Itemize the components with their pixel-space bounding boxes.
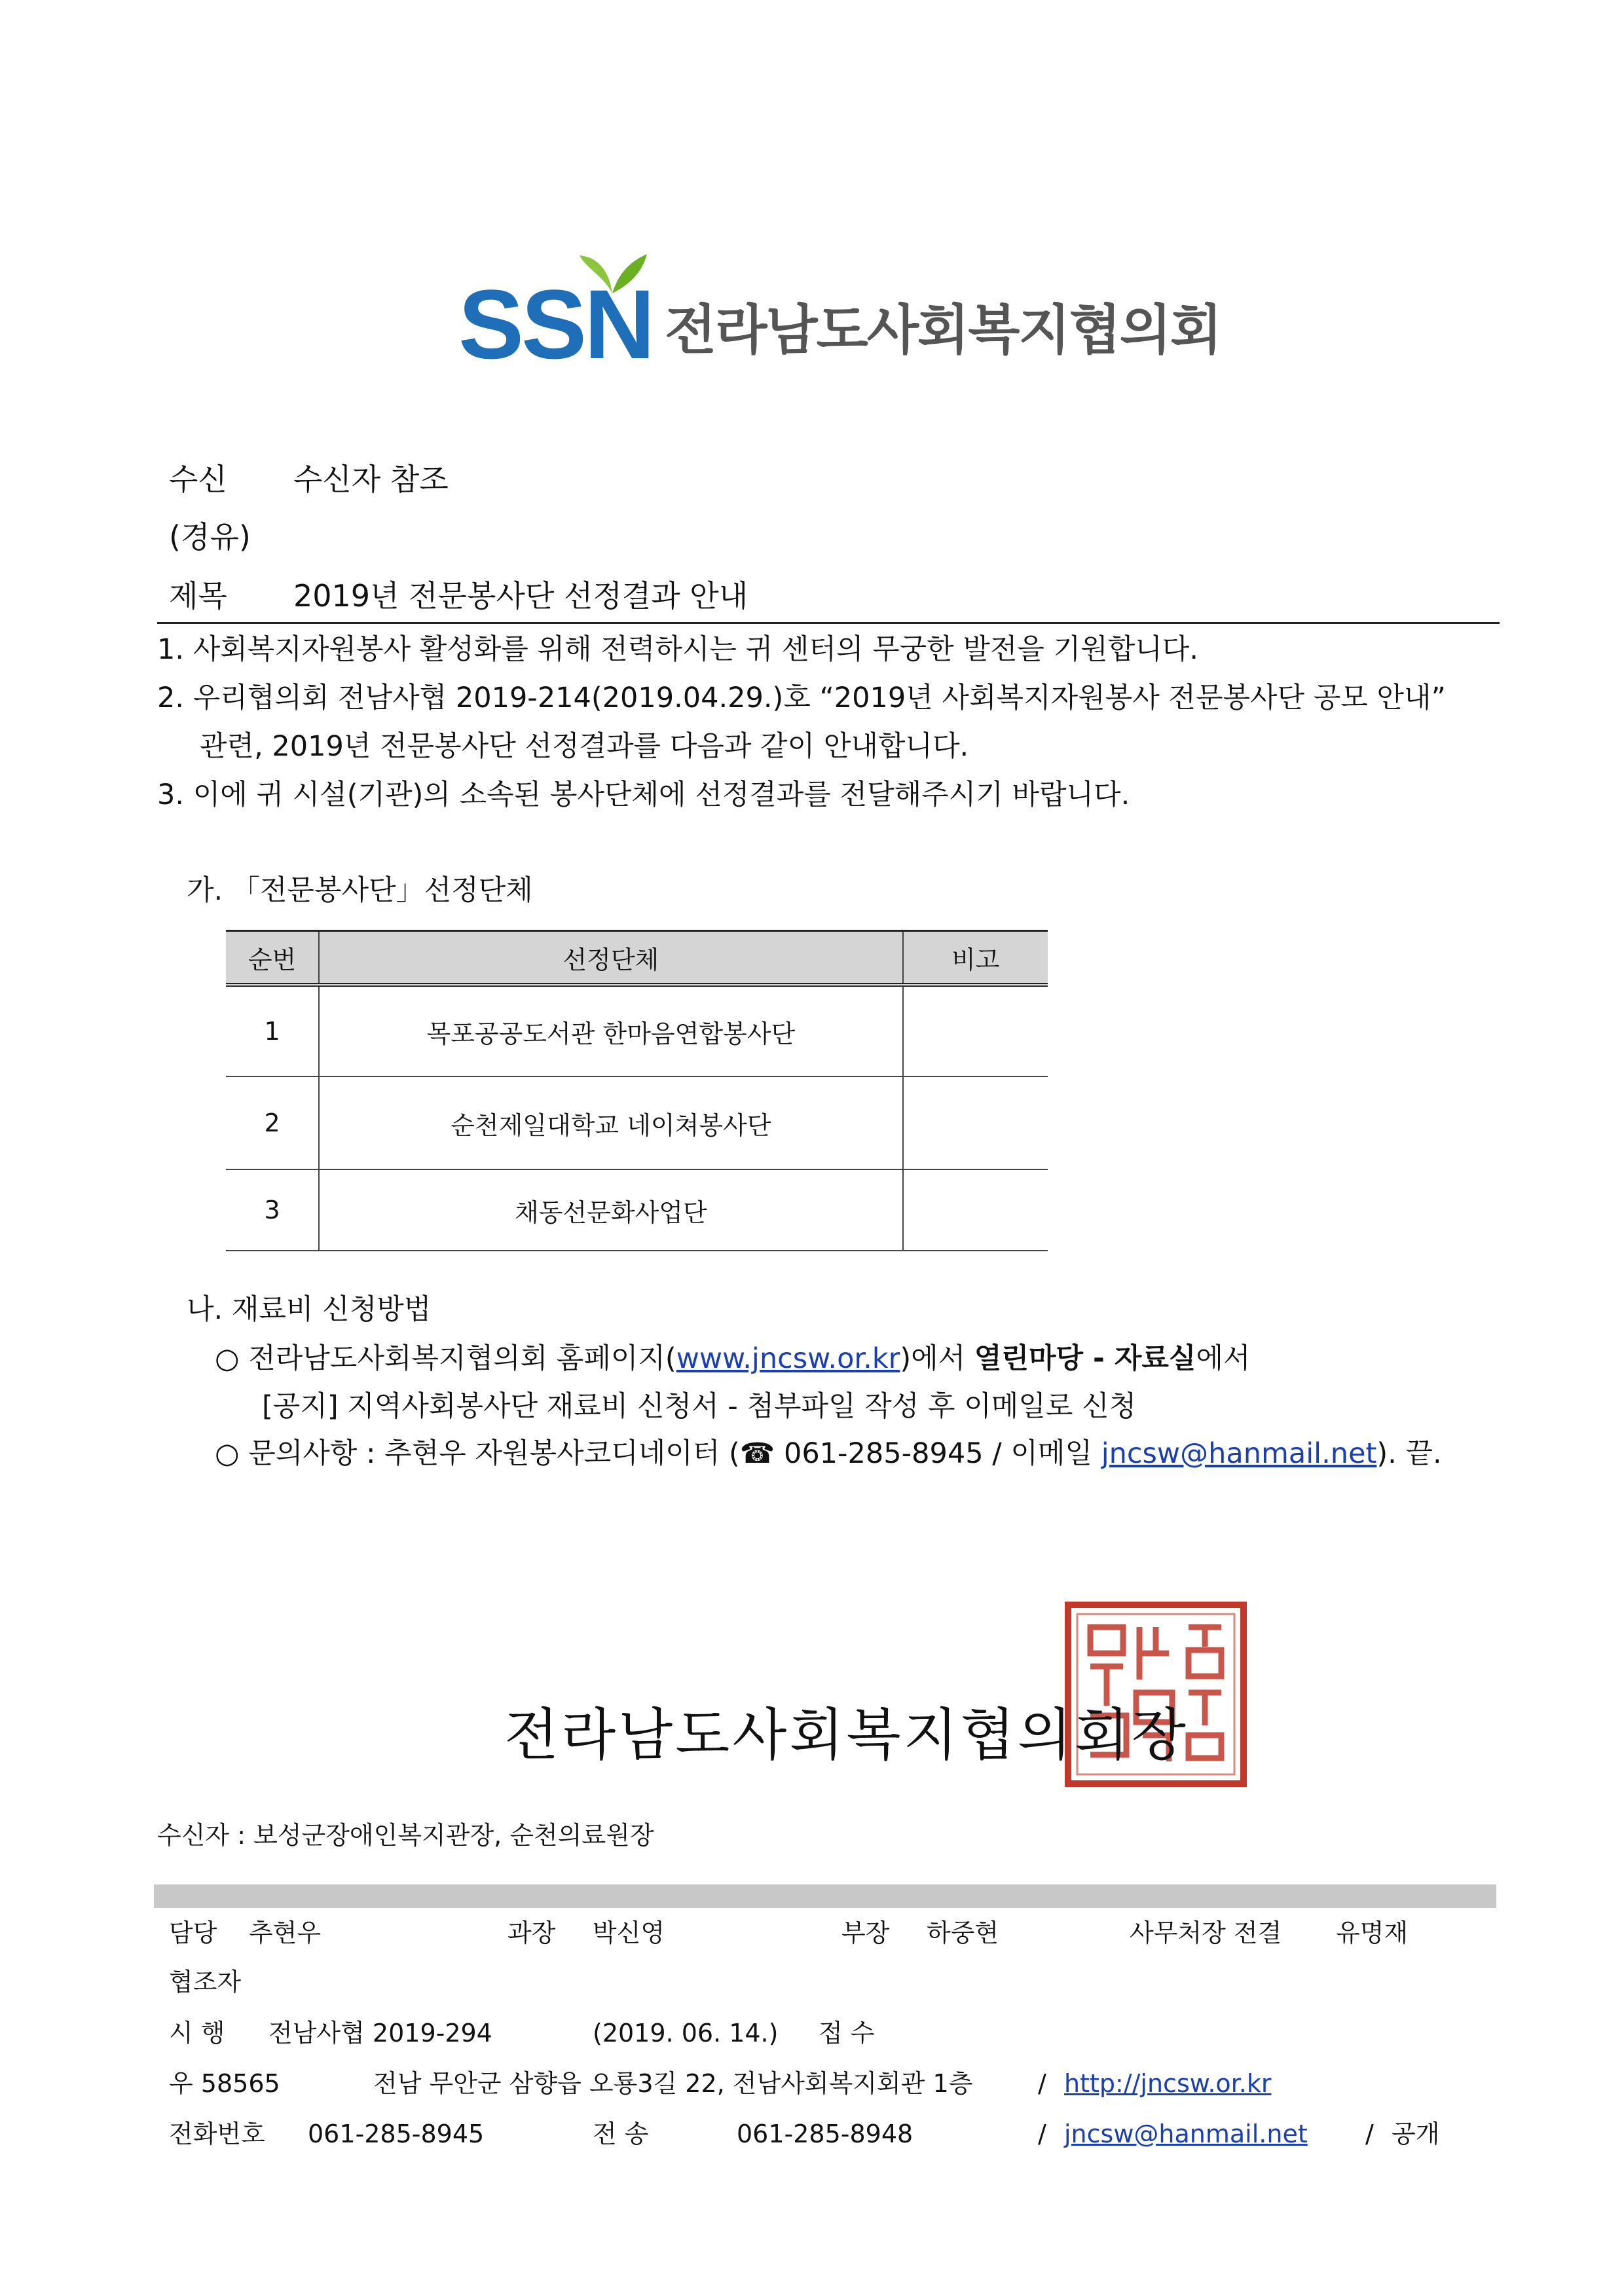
dept-label: 부장 <box>841 1919 890 1947</box>
staff-name: 추현우 <box>249 1919 322 1947</box>
address: 전남 무안군 삼향읍 오룡3길 22, 전남사회복지회관 1층 <box>373 2069 973 2098</box>
row-note <box>903 1076 1048 1169</box>
footer-website-link[interactable]: http://jncsw.or.kr <box>1064 2069 1272 2098</box>
ssn-logo-text: SSN <box>458 269 653 379</box>
manager-name: 박신영 <box>593 1919 665 1947</box>
fax-number: 061-285-8948 <box>737 2120 913 2148</box>
row-name: 순천제일대학교 네이쳐봉사단 <box>319 1076 903 1169</box>
recipient-label: 수신 <box>169 462 227 497</box>
exec-value: 전남사협 2019-294 <box>268 2019 492 2047</box>
paragraph-2b: 관련, 2019년 전문봉사단 선정결과를 다음과 같이 안내합니다. <box>200 730 969 763</box>
receive-label: 접 수 <box>819 2019 875 2047</box>
slash: / <box>1038 2120 1046 2148</box>
table-header-row <box>226 931 1048 985</box>
fax-label: 전 송 <box>593 2120 649 2148</box>
dept-name: 하중현 <box>927 1919 999 1947</box>
contact-text-pre: ○ 문의사항 : 추현우 자원봉사코디네이터 (☎ 061-285-8945 / 이메일 <box>215 1437 1101 1470</box>
recipient-value: 수신자 참조 <box>293 462 449 497</box>
row-note <box>903 1169 1048 1251</box>
selection-table <box>226 930 1048 1251</box>
apply-bullet-1-line2: [공지] 지역사회봉사단 재료비 신청서 - 첨부파일 작성 후 이메일로 신청 <box>262 1390 1137 1423</box>
apply-bullet-2 <box>215 1434 1442 1473</box>
subject-label: 제목 <box>169 578 227 614</box>
manager-label: 과장 <box>507 1919 556 1947</box>
table-row <box>226 985 1048 1076</box>
via-label: (경유) <box>169 519 251 555</box>
public-label: 공개 <box>1392 2120 1440 2148</box>
row-no: 2 <box>226 1076 319 1169</box>
row-no: 1 <box>226 985 319 1076</box>
footer-email-link[interactable]: jncsw@hanmail.net <box>1064 2120 1308 2148</box>
recipients-list: 수신자 : 보성군장애인복지관장, 순천의료원장 <box>157 1821 654 1850</box>
staff-label: 담당 <box>169 1919 217 1947</box>
exec-date: (2019. 06. 14.) <box>593 2019 779 2047</box>
paragraph-3: 3. 이에 귀 시설(기관)의 소속된 봉사단체에 선정결과를 전달해주시기 바랍니다. <box>157 779 1130 811</box>
section-b-title: 나. 재료비 신청방법 <box>187 1293 432 1326</box>
chief-label: 사무처장 전결 <box>1130 1919 1282 1947</box>
section-a-title: 가. 「전문봉사단」선정단체 <box>187 874 533 907</box>
col-header-name: 선정단체 <box>319 931 903 985</box>
col-header-note: 비고 <box>903 931 1048 985</box>
phone-label: 전화번호 <box>169 2120 265 2148</box>
paragraph-2a: 2. 우리협의회 전남사협 2019-214(2019.04.29.)호 “2019년 사회복지자원봉사 전문봉사단 공모 안내” <box>157 682 1446 714</box>
contact-email-link[interactable]: jncsw@hanmail.net <box>1101 1437 1377 1470</box>
org-name-logo: 전라남도사회복지협의회 <box>665 299 1221 361</box>
header-divider <box>157 622 1500 624</box>
chief-name: 유명재 <box>1336 1919 1409 1947</box>
apply-bullet-1 <box>215 1339 1251 1378</box>
table-row <box>226 1076 1048 1169</box>
slash: / <box>1365 2120 1374 2148</box>
col-header-no: 순번 <box>226 931 319 985</box>
coop-label: 협조자 <box>169 1968 242 1996</box>
row-no: 3 <box>226 1169 319 1251</box>
website-link[interactable]: www.jncsw.or.kr <box>676 1342 900 1375</box>
paragraph-1: 1. 사회복지자원봉사 활성화를 위해 전력하시는 귀 센터의 무궁한 발전을 기원합니다. <box>157 633 1199 666</box>
apply-text-post: 에서 <box>1196 1342 1251 1375</box>
signer-title: 전라남도사회복지협의회장 <box>504 1702 1189 1768</box>
row-name: 목포공공도서관 한마음연합봉사단 <box>319 985 903 1076</box>
apply-menu-path: 열린마당 - 자료실 <box>974 1342 1196 1375</box>
subject-value: 2019년 전문봉사단 선정결과 안내 <box>293 578 748 614</box>
exec-label: 시 행 <box>169 2019 225 2047</box>
table-row <box>226 1169 1048 1251</box>
apply-text-mid: )에서 <box>900 1342 974 1375</box>
footer-divider-bar <box>154 1884 1496 1908</box>
slash: / <box>1038 2069 1046 2098</box>
contact-text-post: ). 끝. <box>1376 1437 1442 1470</box>
apply-text-pre: ○ 전라남도사회복지협의회 홈페이지( <box>215 1342 676 1375</box>
row-name: 채동선문화사업단 <box>319 1169 903 1251</box>
zip-code: 우 58565 <box>169 2069 280 2098</box>
phone-number: 061-285-8945 <box>308 2120 485 2148</box>
row-note <box>903 985 1048 1076</box>
